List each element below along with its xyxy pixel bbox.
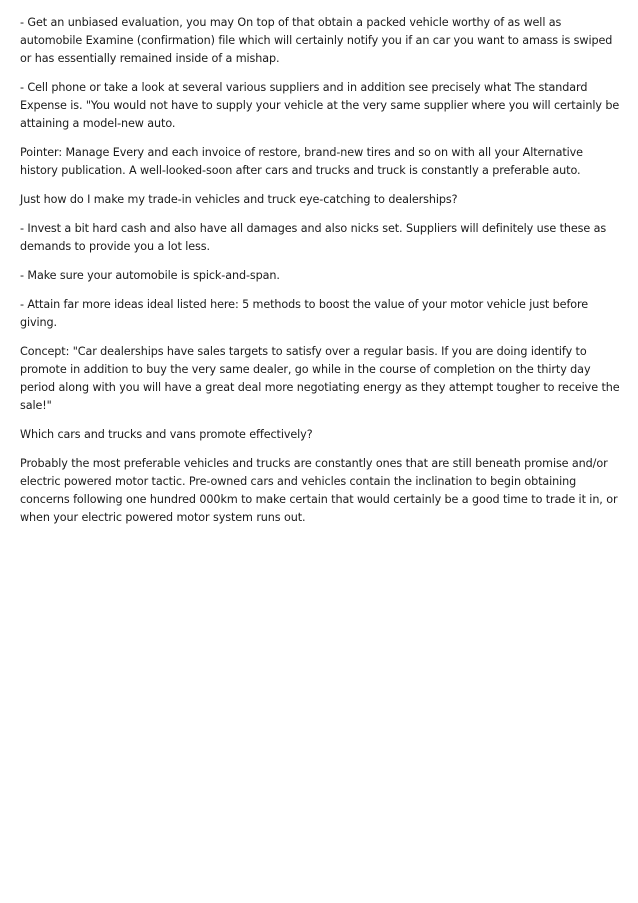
document-body bbox=[20, 14, 620, 538]
paragraph-evaluation: - Get an unbiased evaluation, you may On top of that obtain a packed vehicle worthy of as well as automobile Examine (confirmation) file which will certainly notify you if an car you want to amass is swiped or has essentially remained inside of a mishap. bbox=[20, 16, 613, 65]
paragraph-phone-suppliers: - Cell phone or take a look at several various suppliers and in addition see precisely what The standard Expense is. "You would not have to supply your vehicle at the very same supplier where you will certainly be attaining a model-new auto. bbox=[20, 81, 620, 130]
paragraph-more-ideas: - Attain far more ideas ideal listed here: 5 methods to boost the value of your motor vehicle just before giving. bbox=[20, 298, 589, 329]
paragraph-question-trade-in: Just how do I make my trade-in vehicles and truck eye-catching to dealerships? bbox=[20, 193, 458, 206]
paragraph-invest-cash: - Invest a bit hard cash and also have all damages and also nicks set. Suppliers will definitely use these as demands to provide you a lot less. bbox=[20, 222, 607, 253]
paragraph-concept: Concept: "Car dealerships have sales targets to satisfy over a regular basis. If you are doing identify to promote in addition to buy the very same dealer, go while in the course of completion on the thirty day period along with you will have a great deal more negotiating energy as they attempt tougher to receive the sale!" bbox=[20, 345, 620, 412]
paragraph-question-promote: Which cars and trucks and vans promote effectively? bbox=[20, 428, 313, 441]
paragraph-spick-and-span: - Make sure your automobile is spick-and-span. bbox=[20, 269, 280, 282]
paragraph-preferable-vehicles: Probably the most preferable vehicles and trucks are constantly ones that are still beneath promise and/or electric powered motor tactic. Pre-owned cars and vehicles contain the inclination to begin obtaining concerns following one hundred 000km to make certain that would certainly be a good time to trade it in, or when your electric powered motor system runs out. bbox=[20, 457, 618, 524]
paragraph-pointer: Pointer: Manage Every and each invoice of restore, brand-new tires and so on with all your Alternative history publication. A well-looked-soon after cars and trucks and truck is constantly a preferable auto. bbox=[20, 146, 583, 177]
